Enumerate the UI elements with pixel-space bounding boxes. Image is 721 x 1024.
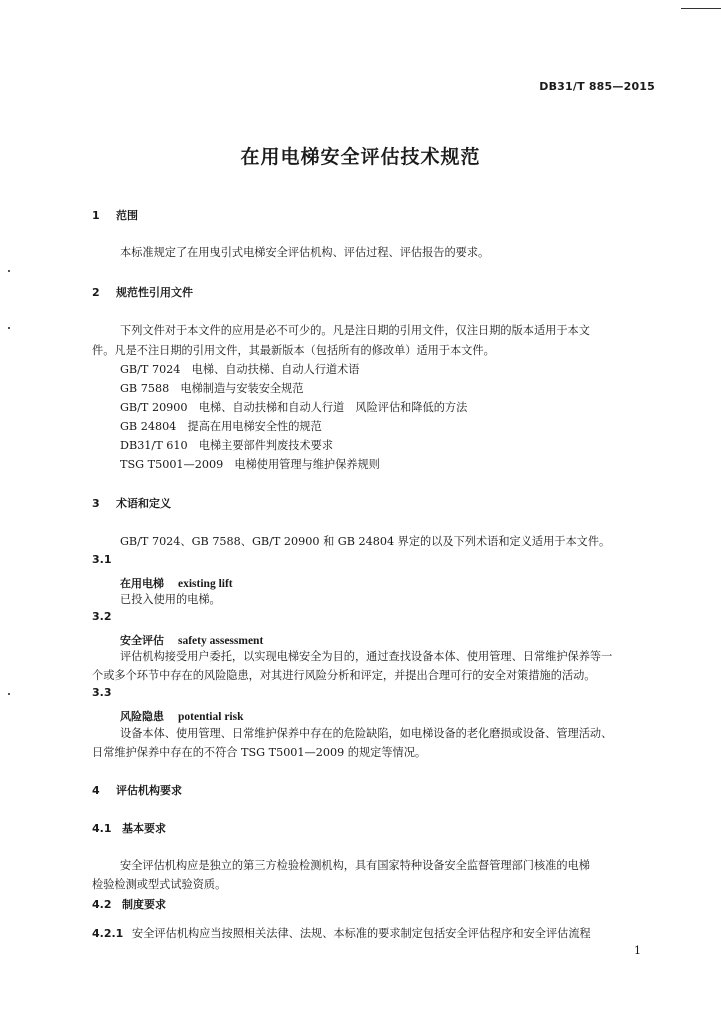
reference-code: GB 24804 bbox=[120, 420, 177, 433]
subsection-number: 4.2 bbox=[92, 898, 112, 911]
reference-title: 电梯使用管理与维护保养规则 bbox=[234, 458, 380, 471]
term-english: existing lift bbox=[178, 578, 233, 590]
subsection-title: 制度要求 bbox=[122, 898, 166, 911]
reference-code: DB31/T 610 bbox=[120, 439, 188, 452]
reference-title: 电梯主要部件判废技术要求 bbox=[198, 439, 334, 452]
scan-mark bbox=[8, 693, 10, 695]
section-title: 规范性引用文件 bbox=[116, 286, 193, 299]
section-1-paragraph: 本标准规定了在用曳引式电梯安全评估机构、评估过程、评估报告的要求。 bbox=[120, 246, 490, 259]
subsection-4-1-paragraph-line: 检验检测或型式试验资质。 bbox=[92, 878, 227, 891]
reference-title: 电梯制造与安装安全规范 bbox=[180, 382, 304, 395]
reference-item bbox=[120, 437, 333, 453]
clause-4-2-1 bbox=[92, 925, 591, 941]
reference-code: TSG T5001—2009 bbox=[120, 458, 224, 471]
reference-item bbox=[120, 418, 322, 434]
term-3-2 bbox=[120, 629, 263, 648]
term-3-3-definition-line: 日常维护保养中存在的不符合 TSG T5001—2009 的规定等情况。 bbox=[92, 746, 427, 759]
term-3-1-number: 3.1 bbox=[92, 553, 112, 566]
reference-item bbox=[120, 456, 380, 472]
section-title: 术语和定义 bbox=[116, 497, 171, 510]
reference-title: 提高在用电梯安全性的规范 bbox=[187, 420, 322, 433]
term-3-1-definition: 已投入使用的电梯。 bbox=[120, 593, 221, 606]
subsection-number: 4.1 bbox=[92, 822, 112, 835]
section-title: 评估机构要求 bbox=[116, 784, 182, 797]
term-english: potential risk bbox=[178, 711, 244, 723]
term-3-2-definition-line: 个或多个环节中存在的风险隐患，对其进行风险分析和评定，并提出合理可行的安全对策措施的活动。 bbox=[92, 669, 596, 682]
reference-title: 电梯、自动扶梯和自动人行道 风险评估和降低的方法 bbox=[198, 401, 468, 414]
term-3-3-definition-line: 设备本体、使用管理、日常维护保养中存在的危险缺陷，如电梯设备的老化磨损或设备、管理活动、 bbox=[120, 727, 613, 740]
clause-text: 安全评估机构应当按照相关法律、法规、本标准的要求制定包括安全评估程序和安全评估流程 bbox=[132, 927, 591, 940]
subsection-title: 基本要求 bbox=[122, 822, 166, 835]
section-3-heading bbox=[92, 495, 171, 511]
term-3-2-definition-line: 评估机构接受用户委托，以实现电梯安全为目的，通过查找设备本体、使用管理、日常维护保养等一 bbox=[120, 650, 613, 663]
document-title: 在用电梯安全评估技术规范 bbox=[240, 146, 481, 168]
section-number: 2 bbox=[92, 286, 100, 299]
scan-edge-line bbox=[681, 8, 721, 9]
term-3-2-number: 3.2 bbox=[92, 610, 112, 623]
reference-title: 电梯、自动扶梯、自动人行道术语 bbox=[191, 363, 360, 376]
term-english: safety assessment bbox=[178, 635, 264, 647]
section-3-paragraph: GB/T 7024、GB 7588、GB/T 20900 和 GB 24804 界定的以及下列术语和定义适用于本文件。 bbox=[120, 535, 611, 548]
standard-number: DB31/T 885—2015 bbox=[539, 80, 655, 93]
section-2-heading bbox=[92, 284, 193, 300]
scan-mark bbox=[8, 327, 10, 329]
subsection-4-1-heading bbox=[92, 820, 166, 836]
section-number: 4 bbox=[92, 784, 100, 797]
section-number: 1 bbox=[92, 209, 100, 222]
reference-code: GB/T 20900 bbox=[120, 401, 188, 414]
term-3-3 bbox=[120, 705, 244, 724]
term-3-1 bbox=[120, 572, 233, 591]
scan-mark bbox=[8, 270, 10, 272]
section-2-paragraph-line: 下列文件对于本文件的应用是必不可少的。凡是注日期的引用文件，仅注日期的版本适用于本文 bbox=[120, 324, 590, 337]
term-name: 风险隐患 bbox=[120, 710, 164, 723]
section-number: 3 bbox=[92, 497, 100, 510]
section-2-paragraph-line: 件。凡是不注日期的引用文件，其最新版本（包括所有的修改单）适用于本文件。 bbox=[92, 344, 495, 357]
reference-item bbox=[120, 399, 467, 415]
reference-item bbox=[120, 361, 359, 377]
section-1-heading bbox=[92, 207, 138, 223]
term-name: 安全评估 bbox=[120, 634, 164, 647]
section-title: 范围 bbox=[116, 209, 138, 222]
subsection-4-1-paragraph-line: 安全评估机构应是独立的第三方检验检测机构，具有国家特种设备安全监督管理部门核准的电梯 bbox=[120, 859, 590, 872]
term-name: 在用电梯 bbox=[120, 577, 164, 590]
term-3-3-number: 3.3 bbox=[92, 686, 112, 699]
subsection-4-2-heading bbox=[92, 896, 166, 912]
reference-code: GB 7588 bbox=[120, 382, 170, 395]
page-number: 1 bbox=[634, 944, 641, 957]
clause-number: 4.2.1 bbox=[92, 927, 124, 940]
section-4-heading bbox=[92, 782, 182, 798]
reference-item bbox=[120, 380, 303, 396]
reference-code: GB/T 7024 bbox=[120, 363, 181, 376]
